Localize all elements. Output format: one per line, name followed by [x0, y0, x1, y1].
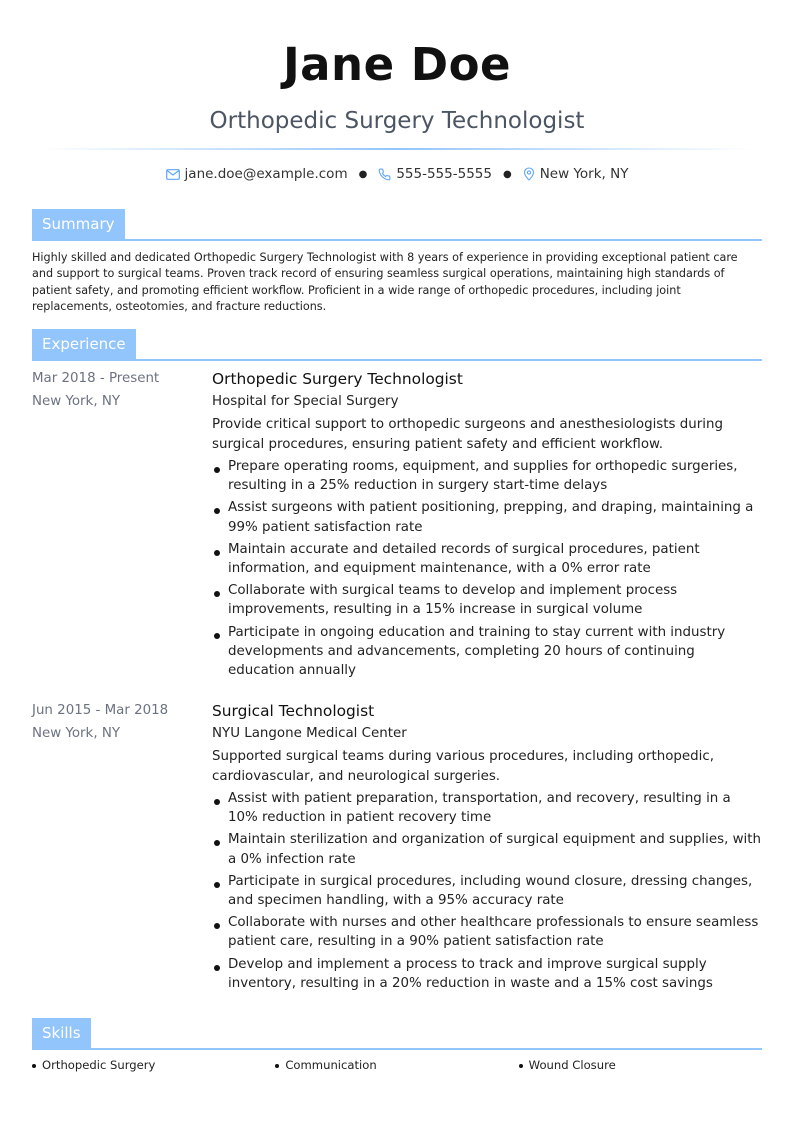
summary-text: Highly skilled and dedicated Orthopedic Surgery Technologist with 8 years of experience in providing exceptional patient care and support to surgical teams. Proven track record of ensuring seamless surgical operations, maintaining high standards of patient safety, and promoting efficient workflow. Proficient in a wide range of orthopedic procedures, including joint replacements, osteotomies, and fracture reductions. — [32, 251, 738, 313]
contact-separator: ● — [502, 168, 512, 180]
job-dates: Mar 2018 - Present — [32, 371, 160, 386]
location-text: New York, NY — [539, 166, 629, 182]
header-divider — [40, 148, 754, 150]
job-title: Surgical Technologist — [212, 702, 375, 720]
job-bullet: Prepare operating rooms, equipment, and supplies for orthopedic surgeries, resulting in a 25% reduction in surgery start-time delays — [212, 457, 762, 496]
contact-location — [523, 166, 629, 182]
phone-text: 555-555-5555 — [396, 166, 492, 182]
job-bullet: Collaborate with surgical teams to develop and implement process improvements, resulting in a 15% increase in surgical volume — [212, 581, 762, 620]
email-text: jane.doe@example.com — [184, 166, 348, 182]
job-dates: Jun 2015 - Mar 2018 — [32, 703, 169, 718]
section-title: Skills — [32, 1018, 91, 1048]
phone-icon — [378, 168, 391, 181]
job-description: Supported surgical teams during various procedures, including orthopedic, cardiovascular, and neurological surgeries. — [212, 749, 714, 784]
job-description: Provide critical support to orthopedic surgeons and anesthesiologists during surgical procedures, ensuring patient safety and efficient workflow. — [212, 417, 723, 452]
contact-email[interactable] — [166, 166, 348, 182]
skills-list — [32, 1058, 762, 1072]
job-bullet: Develop and implement a process to track and improve surgical supply inventory, resulting in a 20% reduction in waste and a 15% cost savings — [212, 955, 762, 994]
job-company: NYU Langone Medical Center — [212, 726, 407, 741]
job-bullet: Participate in ongoing education and training to stay current with industry developments and advancements, completing 20 hours of continuing education annually — [212, 623, 762, 681]
skills-section-header — [32, 1018, 762, 1050]
job-bullet: Collaborate with nurses and other healthcare professionals to ensure seamless patient care, resulting in a 90% patient satisfaction rate — [212, 913, 762, 952]
job-bullet: Assist with patient preparation, transportation, and recovery, resulting in a 10% reduction in patient recovery time — [212, 789, 762, 828]
map-pin-icon — [523, 167, 535, 181]
job-bullet-list — [212, 789, 762, 993]
job-location: New York, NY — [32, 394, 121, 409]
candidate-name: Jane Doe — [282, 38, 512, 91]
skill-item: Communication — [275, 1058, 518, 1072]
skill-item: Wound Closure — [519, 1058, 762, 1072]
job-company: Hospital for Special Surgery — [212, 394, 399, 409]
section-title: Experience — [32, 329, 136, 359]
email-icon — [166, 169, 180, 180]
job-bullet: Assist surgeons with patient positioning, prepping, and draping, maintaining a 99% patient satisfaction rate — [212, 498, 762, 537]
summary-section-header — [32, 209, 762, 241]
job-bullet-list — [212, 457, 762, 680]
contact-phone[interactable] — [378, 166, 492, 182]
job-title: Orthopedic Surgery Technologist — [212, 370, 463, 388]
contact-separator: ● — [358, 168, 368, 180]
contact-bar — [0, 166, 794, 182]
skill-item: Orthopedic Surgery — [32, 1058, 275, 1072]
job-bullet: Maintain sterilization and organization of surgical equipment and supplies, with a 0% infection rate — [212, 830, 762, 869]
experience-section-header — [32, 329, 762, 361]
job-bullet: Maintain accurate and detailed records of surgical procedures, patient information, and equipment maintenance, with a 0% error rate — [212, 540, 762, 579]
job-bullet: Participate in surgical procedures, including wound closure, dressing changes, and specimen handling, with a 95% accuracy rate — [212, 872, 762, 911]
job-location: New York, NY — [32, 726, 121, 741]
section-title: Summary — [32, 209, 125, 239]
job-role-title: Orthopedic Surgery Technologist — [209, 108, 585, 134]
